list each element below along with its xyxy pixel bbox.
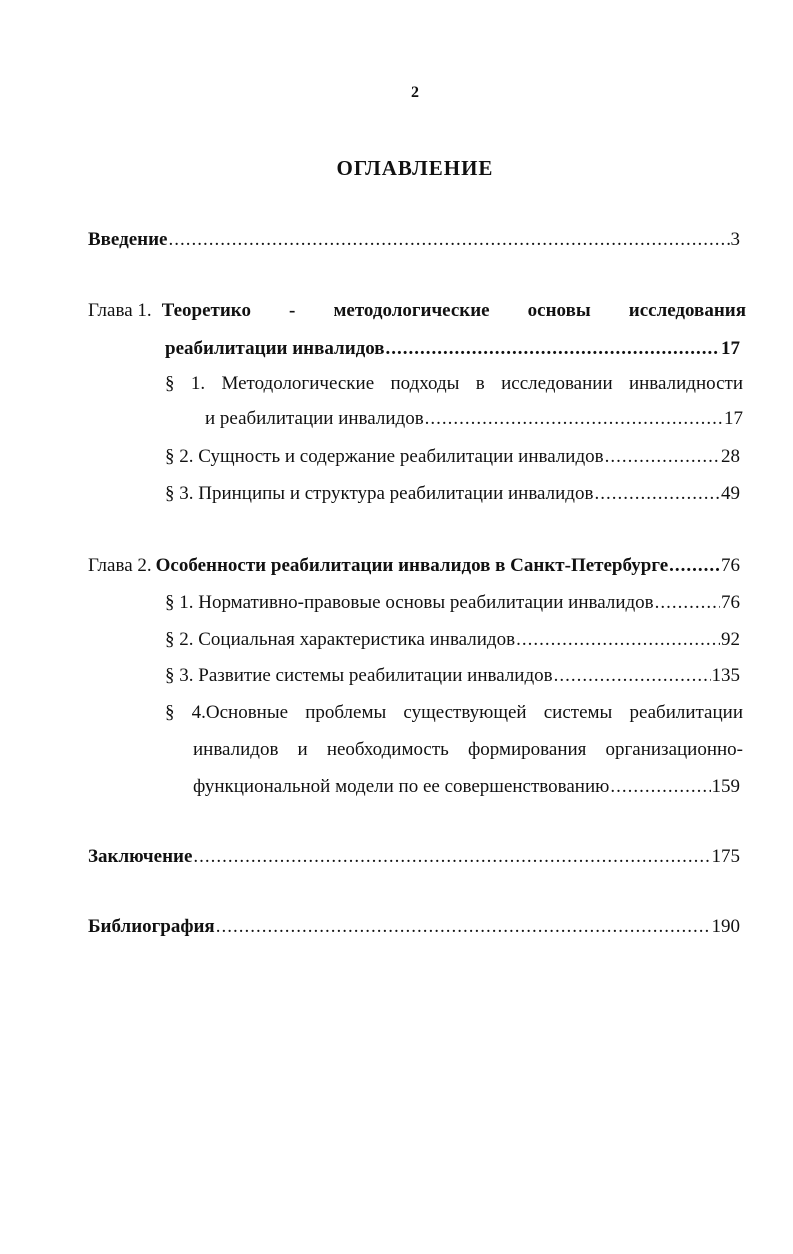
toc-section-2-1[interactable] — [165, 590, 740, 616]
toc-label: § 3. Развитие системы реабилитации инвалидов — [165, 665, 553, 686]
toc-entry-chapter1-cont[interactable] — [165, 336, 740, 362]
toc-section-1-2[interactable] — [165, 444, 740, 470]
leader-dots — [216, 914, 711, 940]
toc-label: § 3. Принципы и структура реабилитации инвалидов — [165, 483, 594, 504]
leader-dots — [669, 553, 720, 579]
leader-dots — [169, 227, 730, 253]
toc-section-2-4-cont[interactable]: инвалидов и необходимость формирования организационно- — [193, 739, 743, 760]
toc-label: и реабилитации инвалидов — [205, 408, 424, 429]
toc-entry-conclusion[interactable] — [88, 844, 740, 870]
toc-label: реабилитации инвалидов — [165, 338, 385, 359]
toc-page: 190 — [711, 916, 740, 937]
leader-dots — [425, 406, 723, 432]
leader-dots — [193, 844, 710, 870]
toc-section-1-1-cont[interactable] — [205, 406, 743, 432]
toc-page: 76 — [721, 592, 740, 613]
toc-label: § 2. Социальная характеристика инвалидов — [165, 629, 516, 650]
leader-dots — [605, 444, 720, 470]
toc-entry-chapter1[interactable] — [88, 298, 746, 324]
page-title: ОГЛАВЛЕНИЕ — [336, 156, 494, 180]
toc-page: 17 — [724, 408, 743, 429]
toc-label: Библиография — [88, 916, 215, 937]
leader-dots — [594, 481, 720, 507]
toc-page: 135 — [711, 665, 740, 686]
toc-section-2-2[interactable] — [165, 627, 740, 653]
chapter-prefix: Глава 2. — [88, 555, 152, 576]
toc-section-2-4[interactable]: § 4.Основные проблемы существующей системы реабилитации — [165, 702, 743, 723]
toc-page: 159 — [711, 776, 740, 797]
leader-dots — [655, 590, 720, 616]
toc-label: Заключение — [88, 846, 193, 867]
toc-label: § 2. Сущность и содержание реабилитации инвалидов — [165, 446, 604, 467]
chapter-title-line1: Теоретико - методологические основы исследования — [161, 300, 746, 321]
leader-dots — [554, 663, 711, 689]
leader-dots — [516, 627, 720, 653]
toc-page: 92 — [721, 629, 740, 650]
toc-section-1-1[interactable]: § 1. Методологические подходы в исследовании инвалидности — [165, 373, 743, 394]
toc-label: § 1. Нормативно-правовые основы реабилитации инвалидов — [165, 592, 654, 613]
toc-page: 49 — [721, 483, 740, 504]
toc-label: функциональной модели по ее совершенствованию — [193, 776, 610, 797]
toc-section-1-3[interactable] — [165, 481, 740, 507]
toc-entry-chapter2[interactable] — [88, 553, 740, 579]
toc-entry-intro[interactable] — [88, 227, 740, 253]
toc-section-2-4-cont2[interactable] — [193, 774, 740, 800]
chapter-prefix: Глава 1. — [88, 300, 152, 321]
leader-dots — [610, 774, 710, 800]
leader-dots — [386, 336, 720, 362]
toc-section-2-3[interactable] — [165, 663, 740, 689]
toc-page: 28 — [721, 446, 740, 467]
toc-page: 175 — [711, 846, 740, 867]
toc-page: 76 — [721, 555, 740, 576]
page-number: 2 — [411, 84, 419, 101]
toc-page: 3 — [730, 229, 740, 250]
toc-page: 17 — [721, 338, 740, 359]
toc-entry-bibliography[interactable] — [88, 914, 740, 940]
toc-label: Особенности реабилитации инвалидов в Санкт-Петербурге — [155, 555, 669, 576]
toc-label: Введение — [88, 229, 168, 250]
